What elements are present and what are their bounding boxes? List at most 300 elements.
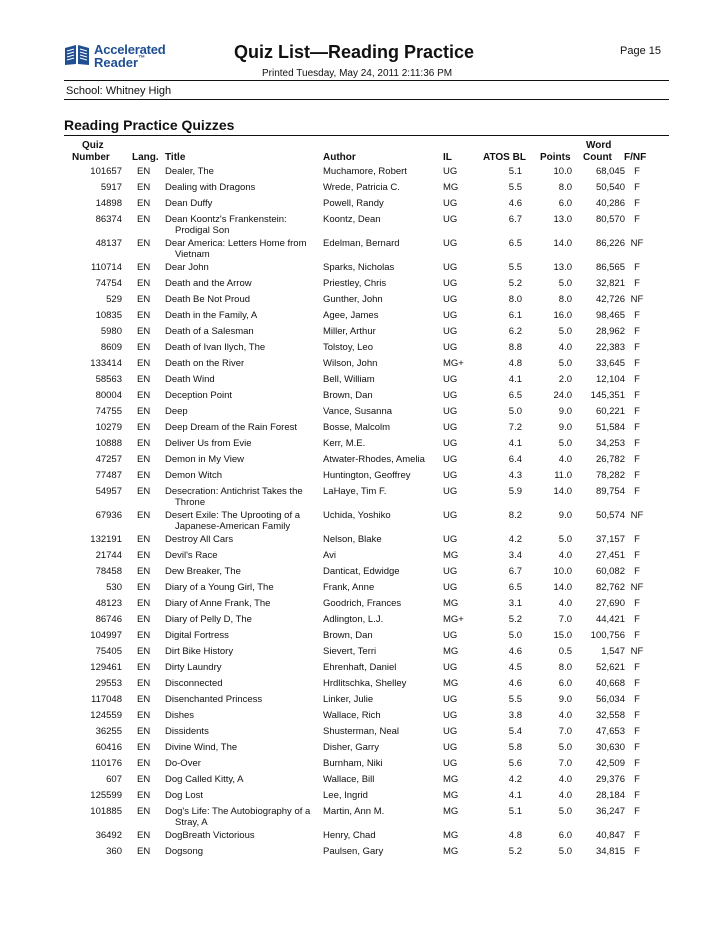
quiz-number: 132191 [90, 534, 122, 545]
author: Bosse, Malcolm [323, 422, 391, 433]
atos-level: 5.0 [508, 406, 522, 417]
author: Huntington, Geoffrey [323, 470, 411, 481]
col-header-atos: ATOS BL [483, 152, 526, 163]
language: EN [137, 182, 151, 193]
table-row [0, 694, 728, 710]
atos-level: 5.5 [508, 182, 522, 193]
book-title-line: Dean Koontz's Frankenstein: [165, 214, 287, 225]
quiz-number: 607 [106, 774, 122, 785]
quiz-number: 101657 [90, 166, 122, 177]
points: 5.0 [558, 806, 572, 817]
word-count: 37,157 [595, 534, 625, 545]
interest-level: UG [443, 342, 458, 353]
points: 5.0 [558, 438, 572, 449]
quiz-number: 74754 [95, 278, 122, 289]
book-title [165, 438, 313, 449]
printed-date: Printed Tuesday, May 24, 2011 2:11:36 PM [262, 68, 453, 79]
quiz-number: 129461 [90, 662, 122, 673]
language: EN [137, 806, 151, 817]
word-count: 52,621 [595, 662, 625, 673]
word-count: 56,034 [595, 694, 625, 705]
table-row [0, 806, 728, 830]
interest-level: MG [443, 830, 459, 841]
language: EN [137, 294, 151, 305]
table-row [0, 294, 728, 310]
fiction-nonfiction: F [634, 406, 640, 417]
interest-level: UG [443, 166, 458, 177]
word-count: 145,351 [590, 390, 625, 401]
book-title [165, 310, 313, 321]
quiz-number: 110176 [91, 758, 122, 769]
table-row [0, 198, 728, 214]
interest-level: UG [443, 238, 458, 249]
fiction-nonfiction: F [634, 534, 640, 545]
interest-level: UG [443, 470, 458, 481]
book-title-line: Deep [165, 406, 188, 417]
language: EN [137, 342, 151, 353]
author: Frank, Anne [323, 582, 375, 593]
word-count: 1,547 [601, 646, 625, 657]
book-title-line: DogBreath Victorious [165, 830, 255, 841]
points: 9.0 [558, 422, 572, 433]
book-title-line: Desert Exile: The Uprooting of a [165, 510, 301, 521]
word-count: 30,630 [595, 742, 625, 753]
word-count: 34,253 [595, 438, 625, 449]
table-row [0, 550, 728, 566]
book-title-line: Digital Fortress [165, 630, 229, 641]
points: 4.0 [558, 454, 572, 465]
language: EN [137, 166, 151, 177]
author: Danticat, Edwidge [323, 566, 400, 577]
book-title [165, 598, 313, 609]
page-number: Page 15 [620, 45, 661, 57]
fiction-nonfiction: F [634, 390, 640, 401]
book-title [165, 566, 313, 577]
author: Linker, Julie [323, 694, 374, 705]
book-title-line: Death in the Family, A [165, 310, 258, 321]
quiz-number: 10888 [95, 438, 122, 449]
points: 14.0 [553, 582, 572, 593]
fiction-nonfiction: F [634, 438, 640, 449]
table-header [0, 138, 728, 166]
quiz-number: 5917 [100, 182, 122, 193]
language: EN [137, 598, 151, 609]
author: Ehrenhaft, Daniel [323, 662, 397, 673]
points: 15.0 [553, 630, 572, 641]
col-header-points: Points [540, 152, 571, 163]
atos-level: 6.2 [508, 326, 522, 337]
interest-level: UG [443, 390, 458, 401]
school-name: School: Whitney High [66, 85, 172, 97]
quiz-number: 75405 [95, 646, 122, 657]
quiz-number: 58563 [95, 374, 122, 385]
table-row [0, 830, 728, 846]
book-title [165, 846, 313, 857]
table-row [0, 846, 728, 862]
points: 0.5 [558, 646, 572, 657]
fiction-nonfiction: F [634, 662, 640, 673]
points: 5.0 [558, 742, 572, 753]
language: EN [137, 614, 151, 625]
col-header-count: Count [583, 152, 612, 163]
word-count: 22,383 [595, 342, 625, 353]
atos-level: 5.1 [508, 806, 522, 817]
author: Lee, Ingrid [323, 790, 368, 801]
book-title [165, 486, 313, 508]
book-title-line: Dealing with Dragons [165, 182, 256, 193]
atos-level: 5.6 [508, 758, 522, 769]
points: 16.0 [553, 310, 572, 321]
language: EN [137, 310, 151, 321]
book-title [165, 262, 313, 273]
fiction-nonfiction: F [634, 726, 640, 737]
book-title [165, 470, 313, 481]
points: 4.0 [558, 342, 572, 353]
quiz-number: 78458 [95, 566, 122, 577]
interest-level: MG [443, 646, 459, 657]
table-row [0, 438, 728, 454]
author: Sparks, Nicholas [323, 262, 395, 273]
fiction-nonfiction: F [634, 758, 640, 769]
interest-level: UG [443, 710, 458, 721]
interest-level: UG [443, 374, 458, 385]
word-count: 100,756 [590, 630, 625, 641]
quiz-number: 60416 [95, 742, 122, 753]
book-title-line: Dishes [165, 710, 195, 721]
author: Brown, Dan [323, 390, 373, 401]
book-title-line: Dear John [165, 262, 209, 273]
word-count: 42,726 [595, 294, 625, 305]
atos-level: 6.5 [508, 238, 522, 249]
book-title [165, 646, 313, 657]
quiz-number: 14898 [95, 198, 122, 209]
word-count: 68,045 [595, 166, 625, 177]
points: 10.0 [553, 566, 572, 577]
language: EN [137, 566, 151, 577]
interest-level: UG [443, 582, 458, 593]
author: Burnham, Niki [323, 758, 383, 769]
fiction-nonfiction: F [634, 774, 640, 785]
atos-level: 6.7 [508, 214, 522, 225]
quiz-number: 10835 [95, 310, 122, 321]
interest-level: UG [443, 662, 458, 673]
fiction-nonfiction: F [634, 830, 640, 841]
author: Adlington, L.J. [323, 614, 384, 625]
book-title [165, 614, 313, 625]
fiction-nonfiction: F [634, 454, 640, 465]
points: 6.0 [558, 678, 572, 689]
fiction-nonfiction: F [634, 422, 640, 433]
points: 6.0 [558, 830, 572, 841]
book-title [165, 710, 313, 721]
author: Gunther, John [323, 294, 383, 305]
interest-level: UG [443, 486, 458, 497]
interest-level: UG [443, 630, 458, 641]
language: EN [137, 454, 151, 465]
language: EN [137, 710, 151, 721]
quiz-number: 67936 [95, 510, 122, 521]
logo-text-reader: Reader [94, 55, 139, 70]
atos-level: 8.8 [508, 342, 522, 353]
author: Atwater-Rhodes, Amelia [323, 454, 425, 465]
atos-level: 5.5 [508, 262, 522, 273]
language: EN [137, 646, 151, 657]
atos-level: 5.9 [508, 486, 522, 497]
word-count: 32,821 [595, 278, 625, 289]
table-row [0, 342, 728, 358]
language: EN [137, 422, 151, 433]
interest-level: UG [443, 438, 458, 449]
col-header-number: Number [72, 152, 110, 163]
book-title [165, 238, 313, 260]
book-title [165, 790, 313, 801]
points: 5.0 [558, 358, 572, 369]
language: EN [137, 758, 151, 769]
book-title-line: Dog Lost [165, 790, 204, 801]
fiction-nonfiction: F [634, 694, 640, 705]
atos-level: 5.4 [508, 726, 522, 737]
quiz-number: 124559 [90, 710, 122, 721]
word-count: 60,221 [595, 406, 625, 417]
table-row [0, 390, 728, 406]
quiz-number: 360 [106, 846, 122, 857]
word-count: 26,782 [595, 454, 625, 465]
book-title-line: Dogsong [165, 846, 204, 857]
author: LaHaye, Tim F. [323, 486, 387, 497]
book-title-line: Desecration: Antichrist Takes the [165, 486, 303, 497]
atos-level: 4.2 [508, 774, 522, 785]
book-title [165, 726, 313, 737]
table-row [0, 742, 728, 758]
atos-level: 3.1 [508, 598, 522, 609]
book-title-line: Diary of a Young Girl, The [165, 582, 274, 593]
logo-text-line1: Accelerated [94, 42, 166, 57]
author: Uchida, Yoshiko [323, 510, 391, 521]
points: 6.0 [558, 198, 572, 209]
quiz-number: 47257 [95, 454, 122, 465]
quiz-number: 77487 [95, 470, 122, 481]
word-count: 40,668 [595, 678, 625, 689]
table-row [0, 326, 728, 342]
book-title-continuation: Prodigal Son [175, 225, 230, 236]
author: Paulsen, Gary [323, 846, 384, 857]
atos-level: 5.2 [508, 614, 522, 625]
fiction-nonfiction: F [634, 486, 640, 497]
book-title-line: Do-Over [165, 758, 201, 769]
interest-level: UG [443, 198, 458, 209]
quiz-number: 80004 [95, 390, 122, 401]
book-title-line: Death of Ivan Ilych, The [165, 342, 266, 353]
language: EN [137, 694, 151, 705]
points: 7.0 [558, 758, 572, 769]
fiction-nonfiction: F [634, 166, 640, 177]
quiz-number: 74755 [95, 406, 122, 417]
interest-level: UG [443, 310, 458, 321]
table-row [0, 726, 728, 742]
author: Vance, Susanna [323, 406, 393, 417]
word-count: 60,082 [595, 566, 625, 577]
book-title-line: Destroy All Cars [165, 534, 234, 545]
book-title [165, 774, 313, 785]
author: Miller, Arthur [323, 326, 376, 337]
word-count: 28,184 [595, 790, 625, 801]
interest-level: MG+ [443, 614, 464, 625]
author: Wilson, John [323, 358, 378, 369]
language: EN [137, 726, 151, 737]
atos-level: 4.8 [508, 830, 522, 841]
points: 24.0 [553, 390, 572, 401]
book-title [165, 742, 313, 753]
book-title [165, 406, 313, 417]
atos-level: 5.8 [508, 742, 522, 753]
quiz-number: 104997 [90, 630, 122, 641]
quiz-number: 48137 [95, 238, 122, 249]
interest-level: MG [443, 806, 459, 817]
table-row [0, 614, 728, 630]
book-title [165, 294, 313, 305]
atos-level: 6.5 [508, 582, 522, 593]
table-row [0, 166, 728, 182]
points: 8.0 [558, 662, 572, 673]
table-row [0, 454, 728, 470]
author: Brown, Dan [323, 630, 373, 641]
book-title [165, 342, 313, 353]
col-header-title: Title [165, 152, 186, 163]
language: EN [137, 374, 151, 385]
points: 10.0 [553, 166, 572, 177]
fiction-nonfiction: F [634, 846, 640, 857]
fiction-nonfiction: F [634, 214, 640, 225]
language: EN [137, 582, 151, 593]
table-row [0, 358, 728, 374]
book-title [165, 678, 313, 689]
author: Muchamore, Robert [323, 166, 407, 177]
book-title [165, 582, 313, 593]
header-divider [64, 80, 669, 81]
points: 9.0 [558, 510, 572, 521]
author: Wrede, Patricia C. [323, 182, 400, 193]
fiction-nonfiction: F [634, 630, 640, 641]
book-title [165, 758, 313, 769]
language: EN [137, 830, 151, 841]
word-count: 27,451 [595, 550, 625, 561]
word-count: 80,570 [595, 214, 625, 225]
book-title-continuation: Stray, A [175, 817, 208, 828]
word-count: 28,962 [595, 326, 625, 337]
atos-level: 6.4 [508, 454, 522, 465]
col-header-fnf: F/NF [624, 152, 647, 163]
book-title [165, 830, 313, 841]
book-title-continuation: Vietnam [175, 249, 210, 260]
word-count: 98,465 [595, 310, 625, 321]
quiz-number: 133414 [90, 358, 122, 369]
book-title [165, 422, 313, 433]
interest-level: UG [443, 726, 458, 737]
language: EN [137, 678, 151, 689]
language: EN [137, 774, 151, 785]
atos-level: 4.3 [508, 470, 522, 481]
fiction-nonfiction: F [634, 790, 640, 801]
quiz-number: 530 [106, 582, 122, 593]
language: EN [137, 846, 151, 857]
word-count: 50,540 [595, 182, 625, 193]
points: 5.0 [558, 326, 572, 337]
atos-level: 6.1 [508, 310, 522, 321]
fiction-nonfiction: NF [630, 582, 644, 593]
points: 11.0 [554, 470, 572, 481]
fiction-nonfiction: NF [630, 510, 644, 521]
table-row [0, 582, 728, 598]
interest-level: UG [443, 294, 458, 305]
book-title-continuation: Throne [175, 497, 206, 508]
book-title [165, 390, 313, 401]
col-header-lang: Lang. [132, 152, 159, 163]
language: EN [137, 406, 151, 417]
quiz-number: 10279 [95, 422, 122, 433]
table-row [0, 486, 728, 510]
points: 14.0 [553, 238, 572, 249]
author: Priestley, Chris [323, 278, 387, 289]
interest-level: MG [443, 550, 459, 561]
fiction-nonfiction: F [634, 182, 640, 193]
table-row [0, 238, 728, 262]
book-title [165, 510, 313, 532]
table-row [0, 710, 728, 726]
book-title-line: Demon in My View [165, 454, 245, 465]
table-row [0, 182, 728, 198]
interest-level: UG [443, 694, 458, 705]
language: EN [137, 662, 151, 673]
fiction-nonfiction: F [634, 262, 640, 273]
fiction-nonfiction: F [634, 374, 640, 385]
author: Sievert, Terri [323, 646, 377, 657]
table-row [0, 470, 728, 486]
interest-level: MG [443, 182, 459, 193]
atos-level: 8.0 [508, 294, 522, 305]
fiction-nonfiction: F [634, 678, 640, 689]
atos-level: 4.6 [508, 646, 522, 657]
language: EN [137, 742, 151, 753]
quiz-number: 29553 [95, 678, 122, 689]
book-title-line: Disconnected [165, 678, 223, 689]
interest-level: UG [443, 278, 458, 289]
accelerated-reader-logo [64, 42, 164, 70]
table-row [0, 774, 728, 790]
points: 4.0 [558, 550, 572, 561]
points: 4.0 [558, 790, 572, 801]
author: Powell, Randy [323, 198, 384, 209]
book-title-line: Dog's Life: The Autobiography of a [165, 806, 311, 817]
points: 5.0 [558, 534, 572, 545]
book-title-line: Divine Wind, The [165, 742, 238, 753]
language: EN [137, 262, 151, 273]
author: Henry, Chad [323, 830, 376, 841]
interest-level: MG+ [443, 358, 464, 369]
author: Edelman, Bernard [323, 238, 400, 249]
atos-level: 4.1 [508, 374, 522, 385]
fiction-nonfiction: F [634, 342, 640, 353]
atos-level: 4.6 [508, 678, 522, 689]
book-title-line: Dear America: Letters Home from [165, 238, 307, 249]
interest-level: MG [443, 678, 459, 689]
word-count: 42,509 [595, 758, 625, 769]
book-title [165, 662, 313, 673]
table-row [0, 374, 728, 390]
atos-level: 5.5 [508, 694, 522, 705]
points: 9.0 [558, 694, 572, 705]
book-title [165, 214, 313, 236]
word-count: 86,565 [595, 262, 625, 273]
